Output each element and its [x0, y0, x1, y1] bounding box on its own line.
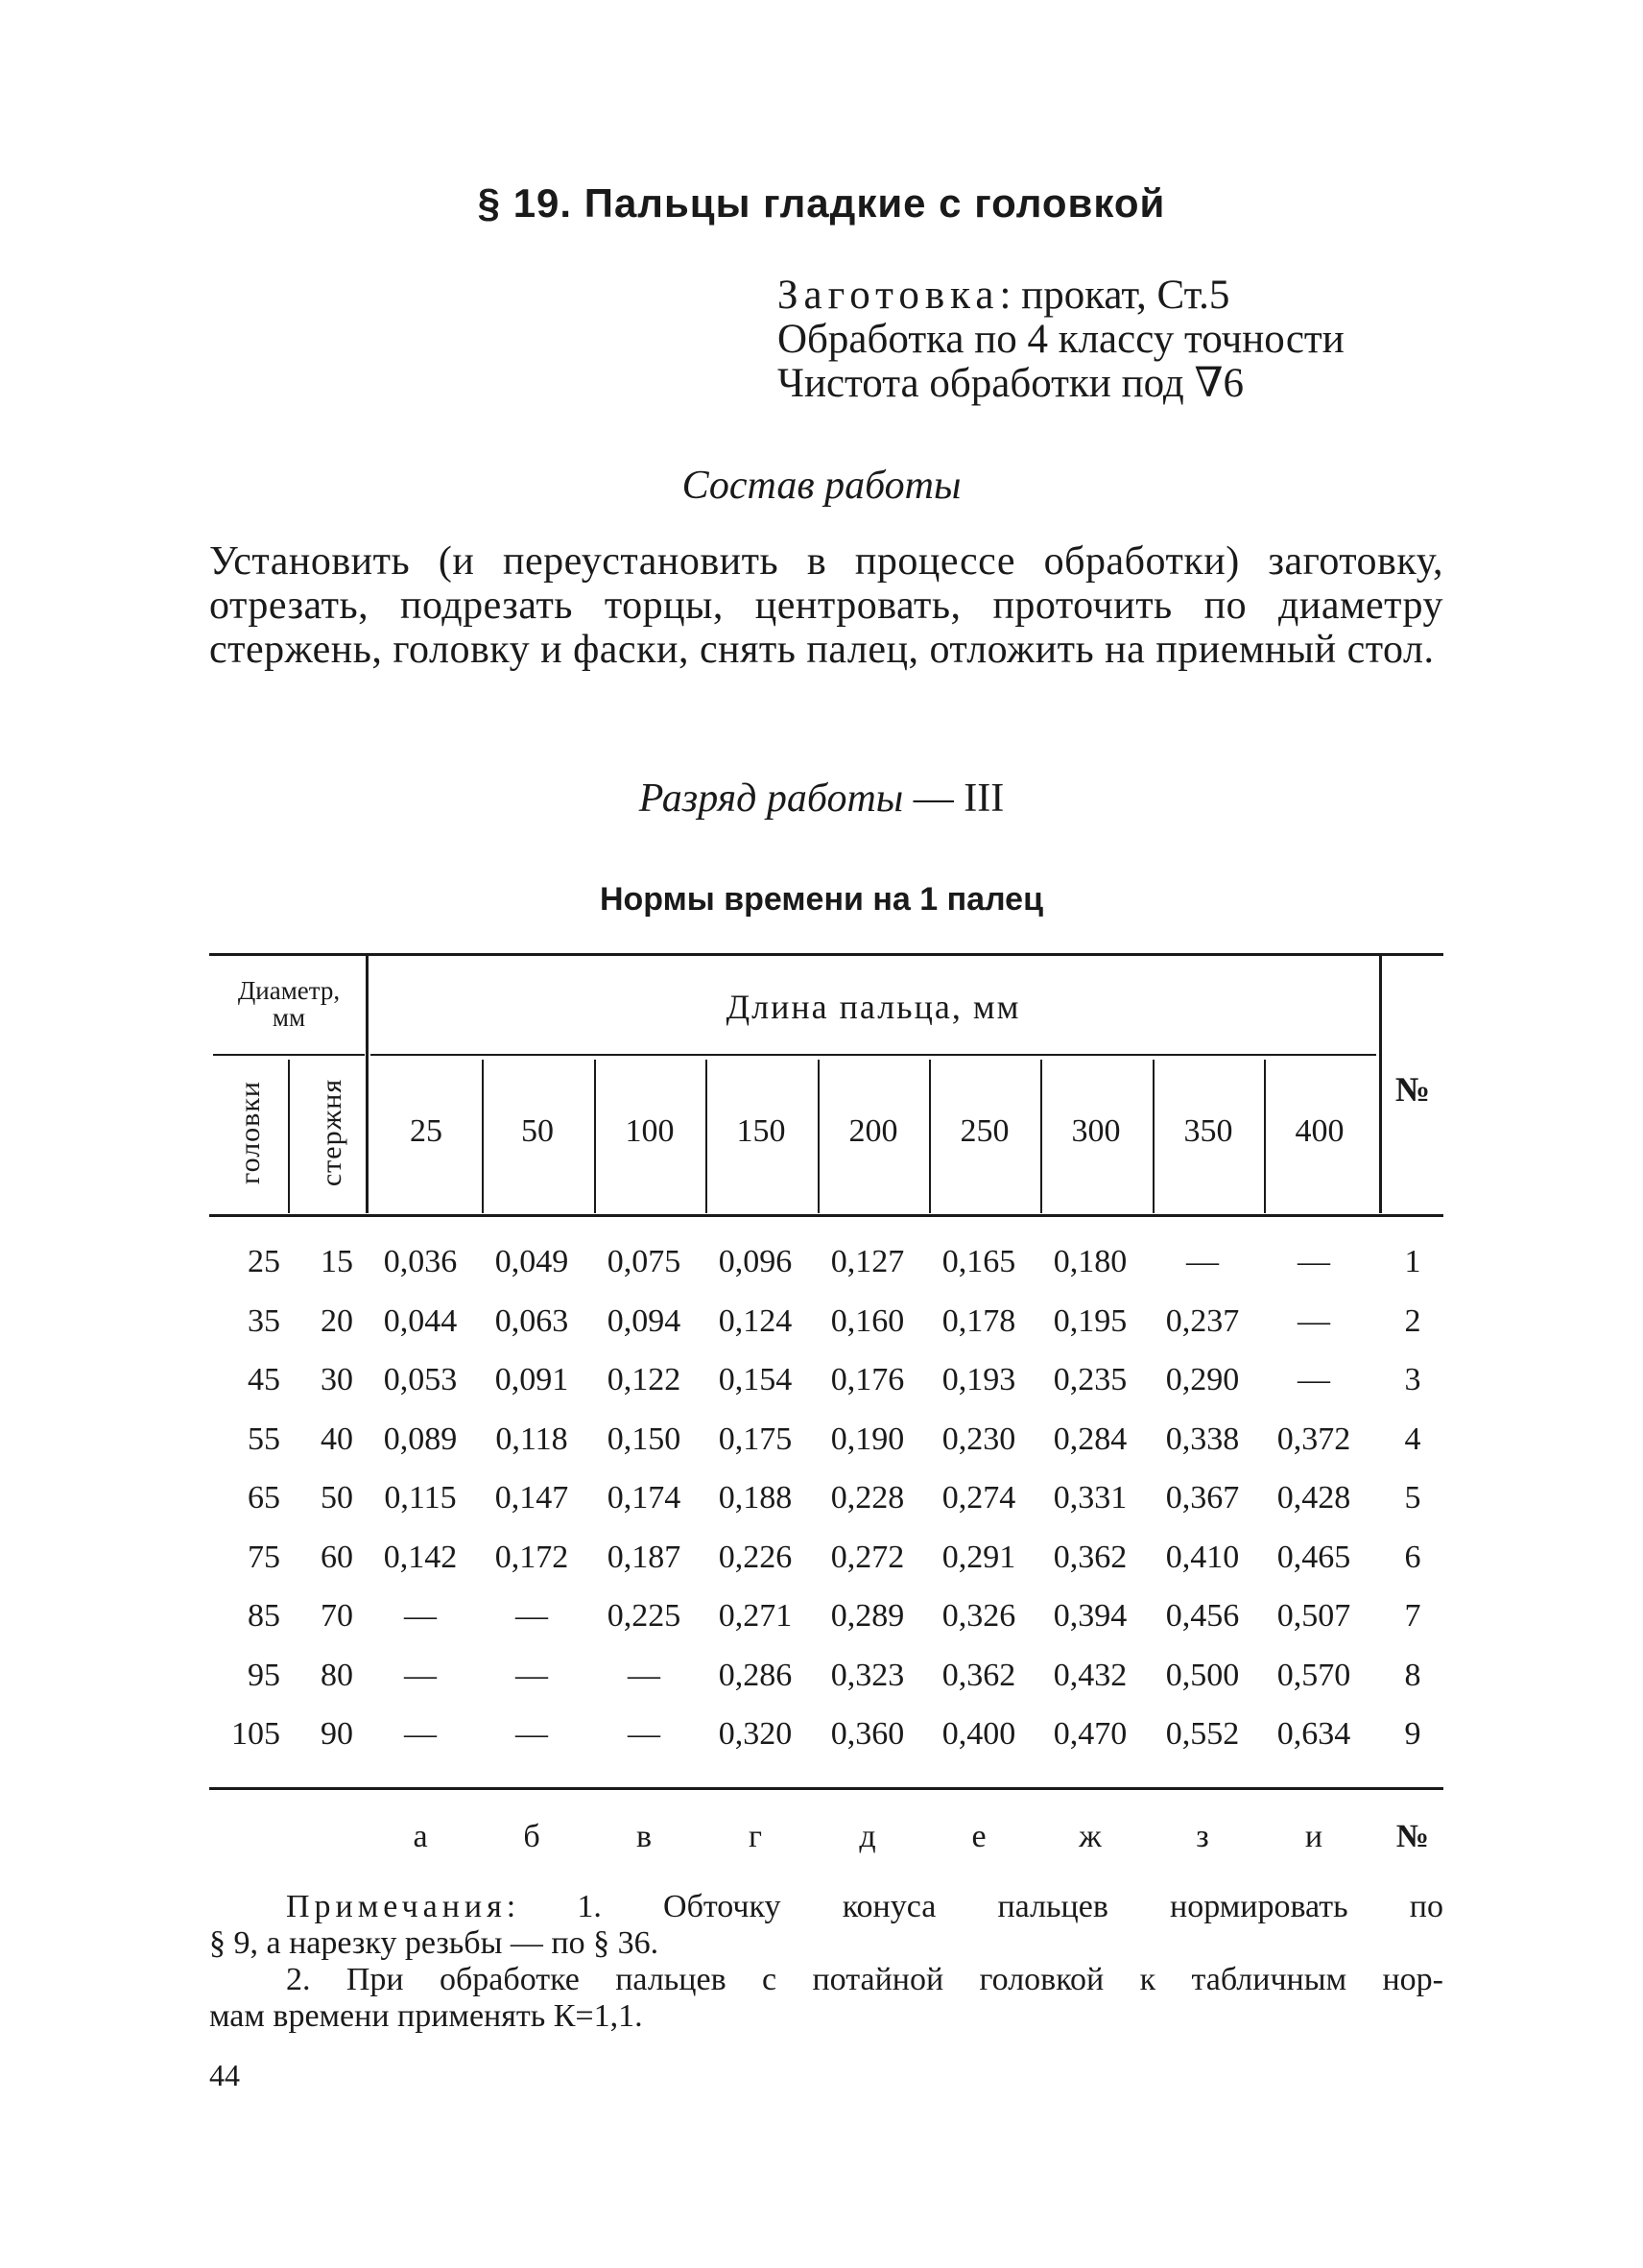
- norm-value-cell: 0,400: [941, 1716, 1016, 1752]
- length-header-cell: 300: [1071, 1113, 1121, 1149]
- table-header-rule: [209, 1214, 1443, 1217]
- diameter-column-divider: [366, 956, 369, 1213]
- norm-value-cell: 0,362: [941, 1658, 1016, 1693]
- head-diameter-cell: 25: [248, 1244, 280, 1279]
- norm-value-cell: —: [1186, 1244, 1219, 1279]
- length-header-cell: 350: [1183, 1113, 1233, 1149]
- norm-value-cell: 0,165: [941, 1244, 1016, 1279]
- norm-value-cell: 0,272: [830, 1540, 905, 1575]
- norm-value-cell: 0,044: [383, 1303, 458, 1339]
- head-diameter-cell: 75: [248, 1540, 280, 1575]
- norm-value-cell: 0,230: [941, 1421, 1016, 1457]
- norm-value-cell: 0,089: [383, 1421, 458, 1457]
- column-letter: е: [971, 1819, 987, 1854]
- length-header-cell: 25: [410, 1113, 442, 1149]
- rod-diameter-cell: 50: [321, 1480, 353, 1516]
- note-1: [209, 1889, 1443, 1925]
- norm-value-cell: 0,362: [1053, 1540, 1128, 1575]
- norm-value-cell: —: [404, 1716, 437, 1752]
- norm-value-cell: 0,075: [607, 1244, 681, 1279]
- spec-finish: Чистота обработки под ∇6: [777, 361, 1244, 406]
- norm-value-cell: 0,180: [1053, 1244, 1128, 1279]
- norm-value-cell: 0,326: [941, 1598, 1016, 1634]
- rod-diameter-cell: 70: [321, 1598, 353, 1634]
- column-letter: г: [749, 1819, 762, 1854]
- notes: [209, 1889, 1443, 2035]
- row-number-cell: 2: [1404, 1303, 1421, 1339]
- norm-value-cell: 0,160: [830, 1303, 905, 1339]
- diameter-header: [213, 977, 365, 1031]
- norm-value-cell: —: [404, 1658, 437, 1693]
- norm-value-cell: 0,036: [383, 1244, 458, 1279]
- norm-value-cell: 0,094: [607, 1303, 681, 1339]
- table-caption: Нормы времени на 1 палец: [599, 881, 1043, 918]
- norm-value-cell: 0,190: [830, 1421, 905, 1457]
- length-header-cell: 250: [960, 1113, 1010, 1149]
- norm-value-cell: 0,291: [941, 1540, 1016, 1575]
- rod-diameter-cell: 30: [321, 1362, 353, 1397]
- row-number-cell: 4: [1404, 1421, 1421, 1457]
- norm-value-cell: 0,274: [941, 1480, 1016, 1516]
- norm-value-cell: 0,286: [718, 1658, 793, 1693]
- row-number-cell: 8: [1404, 1658, 1421, 1693]
- norm-value-cell: 0,507: [1276, 1598, 1351, 1634]
- norm-value-cell: —: [1298, 1303, 1330, 1339]
- row-number-cell: 1: [1404, 1244, 1421, 1279]
- norm-value-cell: 0,096: [718, 1244, 793, 1279]
- norm-value-cell: 0,284: [1053, 1421, 1128, 1457]
- head-diameter-cell: 85: [248, 1598, 280, 1634]
- length-header-cell: 100: [625, 1113, 675, 1149]
- norm-value-cell: 0,338: [1165, 1421, 1240, 1457]
- norm-value-cell: 0,289: [830, 1598, 905, 1634]
- norm-value-cell: 0,367: [1165, 1480, 1240, 1516]
- spec-accuracy: Обработка по 4 классу точности: [777, 317, 1345, 362]
- norm-value-cell: —: [628, 1716, 660, 1752]
- length-header-cell: 400: [1295, 1113, 1345, 1149]
- head-diameter-header: головки: [234, 1081, 266, 1184]
- rod-diameter-cell: 90: [321, 1716, 353, 1752]
- norm-value-cell: 0,053: [383, 1362, 458, 1397]
- norm-value-cell: —: [404, 1598, 437, 1634]
- row-number-cell: 3: [1404, 1362, 1421, 1397]
- norm-value-cell: 0,174: [607, 1480, 681, 1516]
- norm-value-cell: 0,500: [1165, 1658, 1240, 1693]
- note-1-text: : 1. Обточку конуса пальцев нормировать по: [506, 1889, 1443, 1924]
- norm-value-cell: —: [628, 1658, 660, 1693]
- head-diameter-cell: 35: [248, 1303, 280, 1339]
- norm-value-cell: 0,226: [718, 1540, 793, 1575]
- rod-diameter-cell: 80: [321, 1658, 353, 1693]
- length-header: Длина пальца, мм: [726, 988, 1021, 1026]
- norm-value-cell: —: [1298, 1244, 1330, 1279]
- norm-value-cell: 0,154: [718, 1362, 793, 1397]
- norm-value-cell: 0,570: [1276, 1658, 1351, 1693]
- row-number-cell: 9: [1404, 1716, 1421, 1752]
- norm-value-cell: 0,127: [830, 1244, 905, 1279]
- notes-label: Примечания: [286, 1889, 507, 1924]
- norm-value-cell: 0,091: [494, 1362, 569, 1397]
- norm-value-cell: 0,394: [1053, 1598, 1128, 1634]
- norm-value-cell: 0,323: [830, 1658, 905, 1693]
- norm-value-cell: 0,063: [494, 1303, 569, 1339]
- spec-blank-label: Заготовка: [777, 273, 1000, 318]
- rod-diameter-cell: 40: [321, 1421, 353, 1457]
- norm-value-cell: 0,320: [718, 1716, 793, 1752]
- row-number-header: №: [1394, 1070, 1431, 1109]
- norm-value-cell: 0,428: [1276, 1480, 1351, 1516]
- norm-value-cell: 0,122: [607, 1362, 681, 1397]
- norm-value-cell: 0,410: [1165, 1540, 1240, 1575]
- norm-value-cell: 0,193: [941, 1362, 1016, 1397]
- rod-diameter-header: стержня: [316, 1078, 347, 1187]
- work-grade-value: III: [964, 776, 1005, 821]
- norm-value-cell: —: [1298, 1362, 1330, 1397]
- work-grade-dash: —: [913, 776, 954, 821]
- head-diameter-cell: 65: [248, 1480, 280, 1516]
- norm-value-cell: 0,175: [718, 1421, 793, 1457]
- norm-value-cell: 0,118: [495, 1421, 568, 1457]
- norm-value-cell: 0,235: [1053, 1362, 1128, 1397]
- norm-value-cell: 0,465: [1276, 1540, 1351, 1575]
- column-letter: в: [635, 1819, 653, 1854]
- work-grade-label: Разряд работы: [638, 776, 904, 821]
- table-top-rule: [209, 953, 1443, 956]
- norm-value-cell: 0,195: [1053, 1303, 1128, 1339]
- norm-value-cell: 0,049: [494, 1244, 569, 1279]
- norm-value-cell: —: [515, 1716, 548, 1752]
- norm-value-cell: —: [515, 1658, 548, 1693]
- spec-blank-value: : прокат, Ст.5: [999, 273, 1230, 318]
- head-diameter-cell: 95: [248, 1658, 280, 1693]
- norm-value-cell: 0,456: [1165, 1598, 1240, 1634]
- note-1-continued: § 9, а нарезку резьбы — по § 36.: [209, 1925, 659, 1961]
- column-letter: и: [1304, 1819, 1323, 1854]
- column-letters-number: №: [1395, 1819, 1430, 1854]
- length-header-cell: 50: [521, 1113, 554, 1149]
- diameter-header-unit: мм: [272, 1003, 306, 1032]
- column-letter: ж: [1079, 1819, 1102, 1854]
- section-number: § 19.: [477, 180, 573, 226]
- norm-value-cell: 0,176: [830, 1362, 905, 1397]
- column-letter: а: [413, 1819, 428, 1854]
- norm-value-cell: 0,432: [1053, 1658, 1128, 1693]
- norm-value-cell: 0,172: [494, 1540, 569, 1575]
- diameter-subheader-rule: [213, 1054, 365, 1056]
- head-diameter-cell: 45: [248, 1362, 280, 1397]
- norm-value-cell: 0,290: [1165, 1362, 1240, 1397]
- diameter-header-label: Диаметр,: [237, 976, 341, 1005]
- rod-diameter-cell: 20: [321, 1303, 353, 1339]
- row-number-cell: 5: [1404, 1480, 1421, 1516]
- table-bottom-rule: [209, 1787, 1443, 1790]
- row-number-cell: 7: [1404, 1598, 1421, 1634]
- norm-value-cell: 0,225: [607, 1598, 681, 1634]
- norm-value-cell: 0,142: [383, 1540, 458, 1575]
- length-subheader-rule: [370, 1054, 1376, 1056]
- note-2-continued: мам времени применять К=1,1.: [209, 1998, 643, 2034]
- norm-value-cell: 0,372: [1276, 1421, 1351, 1457]
- work-composition-heading: Состав работы: [681, 464, 962, 508]
- norm-value-cell: 0,150: [607, 1421, 681, 1457]
- norm-value-cell: 0,271: [718, 1598, 793, 1634]
- note-2: 2. При обработке пальцев с потайной головкой к табличным нор-: [286, 1962, 1443, 1997]
- norm-value-cell: 0,124: [718, 1303, 793, 1339]
- column-letter: д: [859, 1819, 876, 1854]
- norm-value-cell: 0,115: [384, 1480, 457, 1516]
- head-rod-divider: [288, 1060, 290, 1213]
- column-letter: б: [523, 1819, 540, 1854]
- norm-value-cell: 0,470: [1053, 1716, 1128, 1752]
- norm-value-cell: 0,187: [607, 1540, 681, 1575]
- work-composition-text: Установить (и переустановить в процессе обработки) заготовку, отрезать, подрезать торцы, центровать, проточить по диаметру стержень, головку и фаски, снять палец, отложить на приемный стол.: [209, 539, 1443, 672]
- length-header-cell: 200: [848, 1113, 898, 1149]
- norm-value-cell: 0,237: [1165, 1303, 1240, 1339]
- rod-diameter-cell: 60: [321, 1540, 353, 1575]
- norm-value-cell: 0,360: [830, 1716, 905, 1752]
- norm-value-cell: 0,147: [494, 1480, 569, 1516]
- length-header-cell: 150: [736, 1113, 786, 1149]
- head-diameter-cell: 105: [231, 1716, 280, 1752]
- norm-value-cell: 0,331: [1053, 1480, 1128, 1516]
- norm-value-cell: 0,188: [718, 1480, 793, 1516]
- head-diameter-cell: 55: [248, 1421, 280, 1457]
- rod-diameter-cell: 15: [321, 1244, 353, 1279]
- norm-value-cell: 0,228: [830, 1480, 905, 1516]
- column-letter: з: [1196, 1819, 1209, 1854]
- norm-value-cell: 0,634: [1276, 1716, 1351, 1752]
- page-number: 44: [209, 2058, 240, 2092]
- norm-value-cell: —: [515, 1598, 548, 1634]
- section-title-text: Пальцы гладкие с головкой: [583, 180, 1166, 226]
- row-number-cell: 6: [1404, 1540, 1421, 1575]
- norm-value-cell: 0,552: [1165, 1716, 1240, 1752]
- norm-value-cell: 0,178: [941, 1303, 1016, 1339]
